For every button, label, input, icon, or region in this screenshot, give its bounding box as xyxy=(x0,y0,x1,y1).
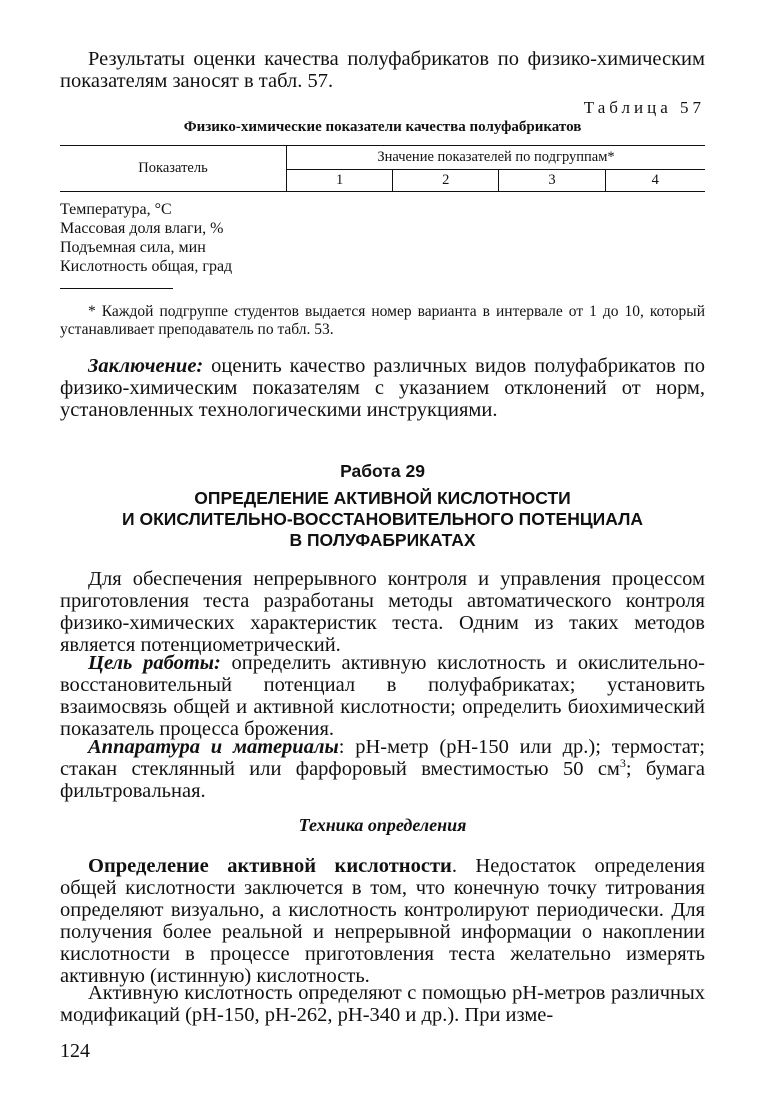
intro-method-paragraph: Для обеспечения непрерывного контроля и управления процессом приготовления теста разработаны методы автоматического контроля физико-химических характеристик теста. Одним из таких методов является потенциометрический. xyxy=(60,568,705,656)
work-title-line-1: ОПРЕДЕЛЕНИЕ АКТИВНОЙ КИСЛОТНОСТИ xyxy=(194,488,571,508)
subgroup-3: 3 xyxy=(499,170,605,192)
header-indicator: Показатель xyxy=(60,146,287,192)
table-row: Температура, °С xyxy=(60,201,172,218)
subgroup-2: 2 xyxy=(393,170,499,192)
work-number: Работа 29 xyxy=(340,461,425,481)
footnote: * Каждой подгруппе студентов выдается номер варианта в интервале от 1 до 10, который устанавливает преподаватель по табл. 53. xyxy=(60,303,705,338)
goal-paragraph xyxy=(60,652,705,740)
subgroup-4: 4 xyxy=(605,170,705,192)
subgroup-1: 1 xyxy=(287,170,393,192)
table-row: Кислотность общая, град xyxy=(60,258,233,275)
active-acidity-label: Определение активной кислотности xyxy=(88,855,452,877)
goal-label: Цель работы: xyxy=(88,652,221,674)
footnote-divider xyxy=(60,288,173,289)
active-acidity-text: . Недостаток определения общей кислотности заключется в том, что конечную точку титрования определяют визуально, а кислотность контролируют периодически. Для получения более реальной и непрерывной информации о накоплении кислотности в процессе приготовления теста желательно измерять активную (истинную) кислотность. xyxy=(60,855,705,987)
conclusion-text: оценить качество различных видов полуфабрикатов по физико-химическим показателям с указанием отклонений от норм, установленных технологическими инструкциями. xyxy=(60,355,705,421)
table-row: Массовая доля влаги, % xyxy=(60,220,224,237)
page-number: 124 xyxy=(60,1040,90,1062)
last-paragraph: Активную кислотность определяют с помощью рН-метров различных модификаций (рН-150, рН-262, рН-340 и др.). При изме- xyxy=(60,982,705,1026)
table-number: Таблица 57 xyxy=(583,98,705,117)
conclusion-label: Заключение: xyxy=(88,355,204,377)
table-header xyxy=(60,145,705,192)
table-rows xyxy=(60,200,232,276)
apparatus-label: Аппаратура и материалы xyxy=(88,736,339,758)
technique-heading: Техника определения xyxy=(298,815,467,835)
work-title-line-2: И ОКИСЛИТЕЛЬНО-ВОССТАНОВИТЕЛЬНОГО ПОТЕНЦИАЛА xyxy=(122,509,643,529)
table-row: Подъемная сила, мин xyxy=(60,239,206,256)
apparatus-text: : рН-метр (рН-150 или др.); термостат; стакан стеклянный или фарфоровый вместимостью 50 см xyxy=(60,736,706,780)
table-title: Физико-химические показатели качества полуфабрикатов xyxy=(183,119,582,135)
conclusion-paragraph xyxy=(60,355,705,421)
work-title-line-3: В ПОЛУФАБРИКАТАХ xyxy=(289,530,476,550)
apparatus-paragraph xyxy=(60,736,705,802)
active-acidity-paragraph xyxy=(60,855,705,987)
goal-text: определить активную кислотность и окислительно-восстановительный потенциал в полуфабрикатах; установить взаимосвязь общей и активной кислотности; определить биохимический показатель процесса брожения. xyxy=(60,652,705,740)
intro-paragraph: Результаты оценки качества полуфабрикатов по физико-химическим показателям заносят в табл. 57. xyxy=(60,48,705,92)
apparatus-text-end: ; бумага фильтровальная. xyxy=(60,758,705,802)
apparatus-superscript: 3 xyxy=(619,756,626,771)
header-subgroup-values: Значение показателей по подгруппам* xyxy=(287,146,706,170)
